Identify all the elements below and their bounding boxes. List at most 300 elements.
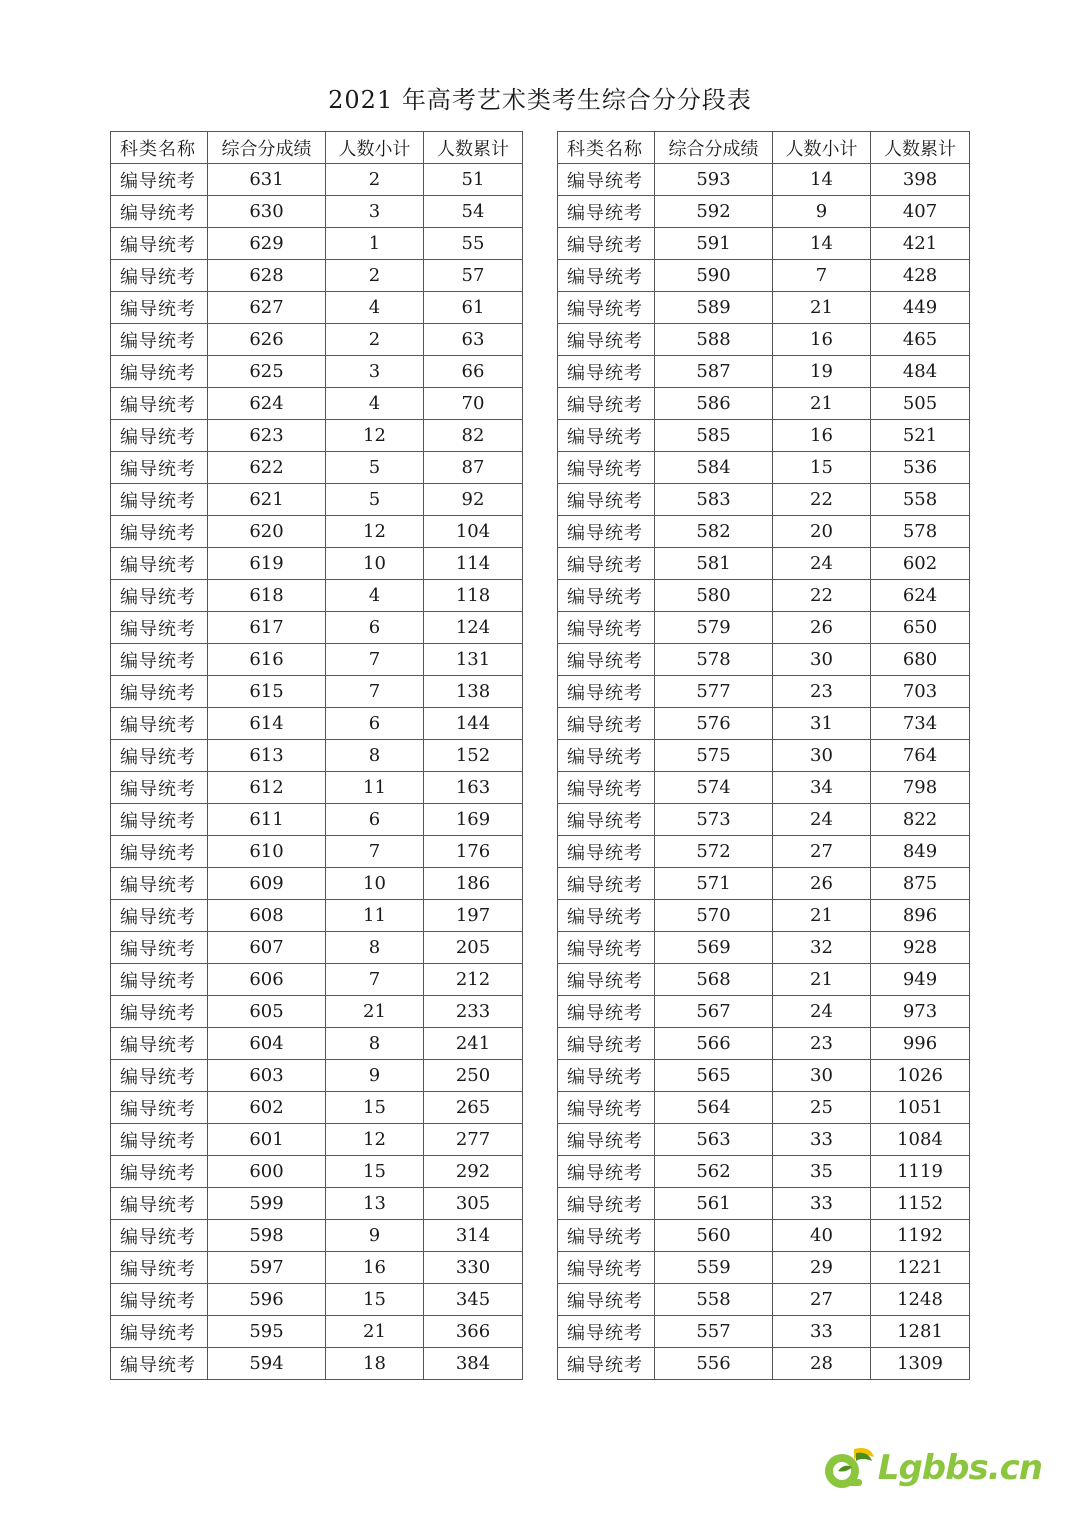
cell-cumulative: 305 [424, 1188, 523, 1220]
cell-category: 编导统考 [558, 388, 655, 420]
cell-category: 编导统考 [111, 996, 208, 1028]
table-row [558, 708, 970, 740]
cell-score: 630 [208, 196, 326, 228]
cell-score: 580 [655, 580, 773, 612]
cell-score: 616 [208, 644, 326, 676]
table-row [111, 388, 523, 420]
table-row [558, 292, 970, 324]
cell-cumulative: 465 [871, 324, 970, 356]
cell-score: 587 [655, 356, 773, 388]
table-row [111, 1252, 523, 1284]
table-row [558, 580, 970, 612]
table-row [111, 1220, 523, 1252]
table-row [111, 1316, 523, 1348]
cell-cumulative: 996 [871, 1028, 970, 1060]
table-row [558, 452, 970, 484]
table-row [111, 1284, 523, 1316]
cell-category: 编导统考 [558, 548, 655, 580]
cell-category: 编导统考 [111, 516, 208, 548]
cell-category: 编导统考 [111, 900, 208, 932]
cell-count: 30 [773, 1060, 871, 1092]
cell-score: 594 [208, 1348, 326, 1380]
cell-category: 编导统考 [111, 292, 208, 324]
table-row [558, 548, 970, 580]
cell-score: 628 [208, 260, 326, 292]
cell-category: 编导统考 [111, 644, 208, 676]
table-row [111, 1124, 523, 1156]
cell-cumulative: 680 [871, 644, 970, 676]
cell-category: 编导统考 [111, 772, 208, 804]
cell-score: 592 [655, 196, 773, 228]
table-row [558, 388, 970, 420]
cell-count: 32 [773, 932, 871, 964]
table-row [558, 1316, 970, 1348]
cell-category: 编导统考 [558, 356, 655, 388]
cell-count: 21 [326, 996, 424, 1028]
table-row [558, 996, 970, 1028]
table-row [111, 420, 523, 452]
cell-category: 编导统考 [558, 1252, 655, 1284]
table-row [558, 516, 970, 548]
cell-cumulative: 277 [424, 1124, 523, 1156]
table-row [558, 900, 970, 932]
cell-count: 7 [326, 644, 424, 676]
table-row [558, 676, 970, 708]
cell-cumulative: 1221 [871, 1252, 970, 1284]
cell-cumulative: 197 [424, 900, 523, 932]
score-table-right [557, 131, 970, 1380]
cell-score: 575 [655, 740, 773, 772]
cell-category: 编导统考 [558, 292, 655, 324]
cell-cumulative: 124 [424, 612, 523, 644]
cell-category: 编导统考 [558, 580, 655, 612]
table-row [111, 292, 523, 324]
cell-count: 2 [326, 164, 424, 196]
cell-score: 563 [655, 1124, 773, 1156]
cell-category: 编导统考 [558, 1156, 655, 1188]
cell-count: 6 [326, 612, 424, 644]
table-row [558, 932, 970, 964]
table-row [558, 804, 970, 836]
cell-cumulative: 366 [424, 1316, 523, 1348]
cell-score: 596 [208, 1284, 326, 1316]
table-row [558, 1220, 970, 1252]
cell-count: 12 [326, 420, 424, 452]
cell-score: 589 [655, 292, 773, 324]
cell-count: 12 [326, 516, 424, 548]
table-row [111, 228, 523, 260]
cell-score: 622 [208, 452, 326, 484]
table-row [111, 996, 523, 1028]
cell-score: 581 [655, 548, 773, 580]
cell-category: 编导统考 [111, 324, 208, 356]
cell-category: 编导统考 [558, 836, 655, 868]
cell-score: 602 [208, 1092, 326, 1124]
cell-count: 27 [773, 1284, 871, 1316]
cell-cumulative: 345 [424, 1284, 523, 1316]
header-score: 综合分成绩 [208, 132, 326, 164]
cell-cumulative: 875 [871, 868, 970, 900]
cell-count: 40 [773, 1220, 871, 1252]
cell-category: 编导统考 [558, 1124, 655, 1156]
cell-score: 617 [208, 612, 326, 644]
cell-count: 33 [773, 1316, 871, 1348]
cell-score: 564 [655, 1092, 773, 1124]
cell-count: 8 [326, 932, 424, 964]
cell-count: 22 [773, 580, 871, 612]
cell-count: 15 [326, 1284, 424, 1316]
cell-score: 578 [655, 644, 773, 676]
cell-score: 579 [655, 612, 773, 644]
cell-score: 625 [208, 356, 326, 388]
cell-score: 558 [655, 1284, 773, 1316]
cell-score: 566 [655, 1028, 773, 1060]
cell-cumulative: 1248 [871, 1284, 970, 1316]
cell-cumulative: 849 [871, 836, 970, 868]
cell-cumulative: 484 [871, 356, 970, 388]
cell-score: 615 [208, 676, 326, 708]
cell-cumulative: 1119 [871, 1156, 970, 1188]
cell-cumulative: 57 [424, 260, 523, 292]
cell-category: 编导统考 [111, 452, 208, 484]
cell-score: 620 [208, 516, 326, 548]
cell-category: 编导统考 [558, 1220, 655, 1252]
cell-cumulative: 265 [424, 1092, 523, 1124]
cell-category: 编导统考 [558, 996, 655, 1028]
cell-score: 574 [655, 772, 773, 804]
cell-cumulative: 61 [424, 292, 523, 324]
cell-category: 编导统考 [111, 1028, 208, 1060]
cell-category: 编导统考 [111, 484, 208, 516]
watermark-logo [818, 1443, 1042, 1493]
cell-category: 编导统考 [558, 644, 655, 676]
cell-category: 编导统考 [111, 612, 208, 644]
table-row [558, 228, 970, 260]
cell-cumulative: 1152 [871, 1188, 970, 1220]
cell-category: 编导统考 [558, 260, 655, 292]
cell-score: 585 [655, 420, 773, 452]
cell-cumulative: 1281 [871, 1316, 970, 1348]
table-row [558, 484, 970, 516]
table-row [111, 868, 523, 900]
cell-cumulative: 449 [871, 292, 970, 324]
cell-score: 568 [655, 964, 773, 996]
cell-cumulative: 764 [871, 740, 970, 772]
cell-cumulative: 104 [424, 516, 523, 548]
table-row [558, 1284, 970, 1316]
table-row [558, 1156, 970, 1188]
cell-count: 15 [773, 452, 871, 484]
table-row [558, 964, 970, 996]
table-row [111, 804, 523, 836]
cell-category: 编导统考 [558, 228, 655, 260]
table-row [111, 772, 523, 804]
table-row [111, 708, 523, 740]
cell-count: 16 [773, 420, 871, 452]
cell-count: 21 [326, 1316, 424, 1348]
cell-cumulative: 384 [424, 1348, 523, 1380]
cell-score: 570 [655, 900, 773, 932]
table-row [558, 612, 970, 644]
table-row [558, 1124, 970, 1156]
cell-count: 20 [773, 516, 871, 548]
cell-count: 24 [773, 804, 871, 836]
cell-cumulative: 398 [871, 164, 970, 196]
cell-count: 6 [326, 804, 424, 836]
cell-score: 571 [655, 868, 773, 900]
leaf-logo-icon [818, 1443, 876, 1493]
cell-category: 编导统考 [558, 740, 655, 772]
cell-score: 597 [208, 1252, 326, 1284]
cell-count: 35 [773, 1156, 871, 1188]
table-row [111, 740, 523, 772]
cell-category: 编导统考 [111, 356, 208, 388]
cell-cumulative: 212 [424, 964, 523, 996]
table-row [111, 1188, 523, 1220]
table-row [111, 324, 523, 356]
table-row [558, 1188, 970, 1220]
cell-score: 572 [655, 836, 773, 868]
cell-cumulative: 54 [424, 196, 523, 228]
cell-category: 编导统考 [558, 484, 655, 516]
table-row [111, 900, 523, 932]
table-header-row [111, 132, 523, 164]
cell-category: 编导统考 [558, 164, 655, 196]
cell-score: 629 [208, 228, 326, 260]
table-header-row [558, 132, 970, 164]
cell-category: 编导统考 [111, 1156, 208, 1188]
cell-category: 编导统考 [558, 932, 655, 964]
cell-score: 591 [655, 228, 773, 260]
cell-category: 编导统考 [111, 740, 208, 772]
cell-category: 编导统考 [558, 1092, 655, 1124]
cell-category: 编导统考 [111, 228, 208, 260]
cell-count: 18 [326, 1348, 424, 1380]
cell-count: 5 [326, 484, 424, 516]
cell-count: 13 [326, 1188, 424, 1220]
cell-cumulative: 186 [424, 868, 523, 900]
table-row [558, 868, 970, 900]
cell-cumulative: 55 [424, 228, 523, 260]
table-row [111, 484, 523, 516]
cell-score: 619 [208, 548, 326, 580]
cell-count: 9 [326, 1060, 424, 1092]
cell-cumulative: 250 [424, 1060, 523, 1092]
cell-category: 编导统考 [558, 676, 655, 708]
table-row [111, 452, 523, 484]
cell-cumulative: 505 [871, 388, 970, 420]
cell-category: 编导统考 [111, 1124, 208, 1156]
cell-score: 586 [655, 388, 773, 420]
cell-score: 590 [655, 260, 773, 292]
table-row [558, 164, 970, 196]
cell-cumulative: 176 [424, 836, 523, 868]
cell-category: 编导统考 [111, 1220, 208, 1252]
cell-count: 7 [326, 836, 424, 868]
cell-category: 编导统考 [558, 452, 655, 484]
cell-category: 编导统考 [558, 708, 655, 740]
cell-count: 31 [773, 708, 871, 740]
cell-score: 559 [655, 1252, 773, 1284]
cell-score: 600 [208, 1156, 326, 1188]
cell-count: 10 [326, 868, 424, 900]
cell-count: 4 [326, 292, 424, 324]
cell-count: 4 [326, 388, 424, 420]
cell-score: 618 [208, 580, 326, 612]
cell-category: 编导统考 [558, 196, 655, 228]
cell-count: 7 [326, 676, 424, 708]
cell-cumulative: 578 [871, 516, 970, 548]
cell-cumulative: 241 [424, 1028, 523, 1060]
cell-count: 9 [773, 196, 871, 228]
cell-cumulative: 330 [424, 1252, 523, 1284]
cell-count: 33 [773, 1188, 871, 1220]
cell-count: 33 [773, 1124, 871, 1156]
cell-category: 编导统考 [111, 580, 208, 612]
cell-score: 626 [208, 324, 326, 356]
cell-cumulative: 87 [424, 452, 523, 484]
cell-category: 编导统考 [558, 900, 655, 932]
cell-count: 21 [773, 388, 871, 420]
cell-category: 编导统考 [111, 548, 208, 580]
cell-cumulative: 973 [871, 996, 970, 1028]
cell-score: 584 [655, 452, 773, 484]
cell-category: 编导统考 [111, 1060, 208, 1092]
header-cumulative: 人数累计 [871, 132, 970, 164]
table-row [111, 612, 523, 644]
cell-category: 编导统考 [558, 772, 655, 804]
cell-count: 29 [773, 1252, 871, 1284]
cell-score: 603 [208, 1060, 326, 1092]
cell-category: 编导统考 [558, 1284, 655, 1316]
header-count: 人数小计 [326, 132, 424, 164]
cell-count: 12 [326, 1124, 424, 1156]
cell-cumulative: 163 [424, 772, 523, 804]
table-row [558, 836, 970, 868]
table-row [111, 644, 523, 676]
cell-category: 编导统考 [558, 1188, 655, 1220]
table-row [111, 1028, 523, 1060]
cell-count: 21 [773, 900, 871, 932]
table-row [111, 932, 523, 964]
cell-cumulative: 1026 [871, 1060, 970, 1092]
header-score: 综合分成绩 [655, 132, 773, 164]
cell-count: 34 [773, 772, 871, 804]
cell-score: 577 [655, 676, 773, 708]
cell-count: 11 [326, 772, 424, 804]
cell-category: 编导统考 [111, 1316, 208, 1348]
cell-category: 编导统考 [558, 420, 655, 452]
table-row [111, 1060, 523, 1092]
table-row [111, 964, 523, 996]
table-row [558, 740, 970, 772]
cell-cumulative: 703 [871, 676, 970, 708]
cell-score: 612 [208, 772, 326, 804]
cell-count: 16 [326, 1252, 424, 1284]
cell-count: 6 [326, 708, 424, 740]
table-row [558, 356, 970, 388]
cell-score: 623 [208, 420, 326, 452]
cell-count: 1 [326, 228, 424, 260]
table-row [111, 548, 523, 580]
cell-cumulative: 1084 [871, 1124, 970, 1156]
header-category: 科类名称 [558, 132, 655, 164]
header-category: 科类名称 [111, 132, 208, 164]
cell-category: 编导统考 [558, 964, 655, 996]
cell-score: 621 [208, 484, 326, 516]
cell-cumulative: 118 [424, 580, 523, 612]
cell-category: 编导统考 [111, 836, 208, 868]
cell-cumulative: 421 [871, 228, 970, 260]
cell-score: 627 [208, 292, 326, 324]
cell-category: 编导统考 [558, 324, 655, 356]
cell-cumulative: 521 [871, 420, 970, 452]
cell-count: 14 [773, 164, 871, 196]
cell-cumulative: 138 [424, 676, 523, 708]
cell-count: 8 [326, 1028, 424, 1060]
table-row [111, 516, 523, 548]
table-row [558, 1252, 970, 1284]
cell-cumulative: 205 [424, 932, 523, 964]
table-row [558, 260, 970, 292]
cell-cumulative: 82 [424, 420, 523, 452]
cell-cumulative: 92 [424, 484, 523, 516]
table-row [558, 772, 970, 804]
cell-category: 编导统考 [111, 164, 208, 196]
table-row [111, 196, 523, 228]
cell-count: 10 [326, 548, 424, 580]
cell-score: 576 [655, 708, 773, 740]
cell-category: 编导统考 [111, 1284, 208, 1316]
table-row [111, 356, 523, 388]
cell-count: 30 [773, 644, 871, 676]
cell-score: 560 [655, 1220, 773, 1252]
cell-score: 573 [655, 804, 773, 836]
score-table-left [110, 131, 523, 1380]
cell-count: 28 [773, 1348, 871, 1380]
cell-category: 编导统考 [558, 1316, 655, 1348]
cell-cumulative: 949 [871, 964, 970, 996]
cell-cumulative: 602 [871, 548, 970, 580]
cell-count: 25 [773, 1092, 871, 1124]
cell-score: 609 [208, 868, 326, 900]
cell-score: 599 [208, 1188, 326, 1220]
cell-count: 11 [326, 900, 424, 932]
cell-category: 编导统考 [558, 1348, 655, 1380]
cell-count: 2 [326, 324, 424, 356]
cell-count: 4 [326, 580, 424, 612]
cell-score: 613 [208, 740, 326, 772]
cell-cumulative: 896 [871, 900, 970, 932]
cell-cumulative: 144 [424, 708, 523, 740]
cell-count: 3 [326, 356, 424, 388]
cell-count: 22 [773, 484, 871, 516]
cell-category: 编导统考 [111, 196, 208, 228]
cell-category: 编导统考 [111, 932, 208, 964]
cell-score: 595 [208, 1316, 326, 1348]
header-cumulative: 人数累计 [424, 132, 523, 164]
cell-count: 8 [326, 740, 424, 772]
cell-category: 编导统考 [558, 804, 655, 836]
cell-count: 15 [326, 1156, 424, 1188]
cell-count: 15 [326, 1092, 424, 1124]
cell-category: 编导统考 [558, 1028, 655, 1060]
cell-category: 编导统考 [111, 388, 208, 420]
cell-count: 3 [326, 196, 424, 228]
cell-score: 561 [655, 1188, 773, 1220]
cell-cumulative: 822 [871, 804, 970, 836]
table-row [111, 1156, 523, 1188]
